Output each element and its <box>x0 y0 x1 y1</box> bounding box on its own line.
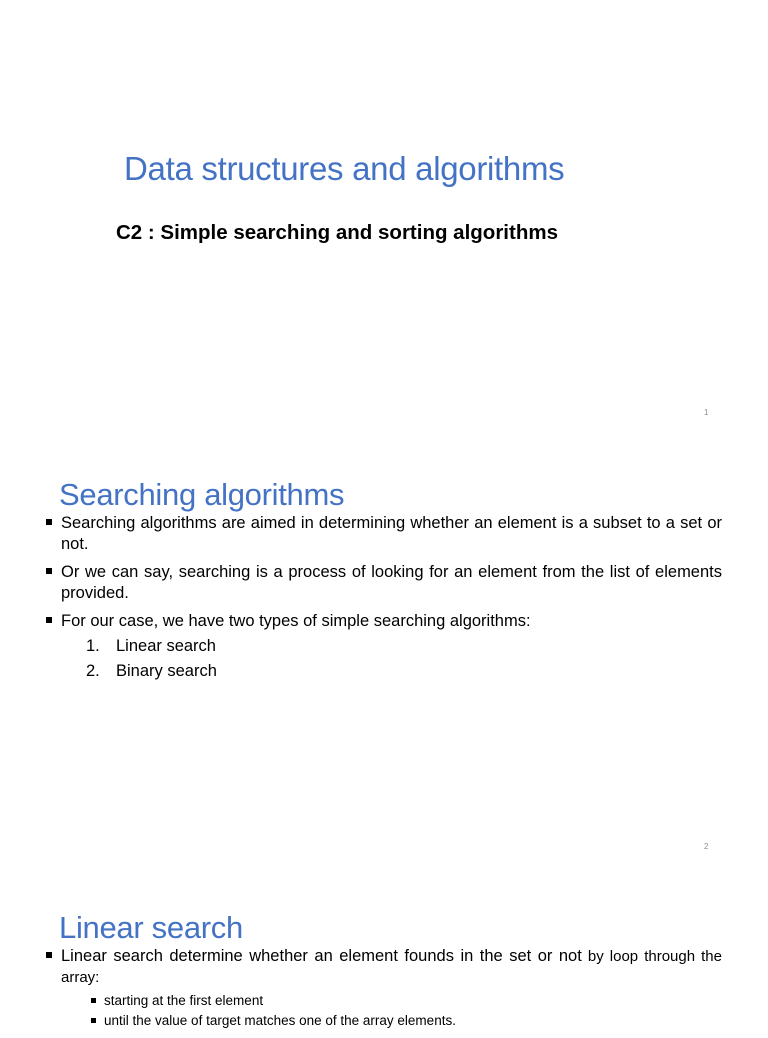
slide-3 <box>0 866 768 1028</box>
square-bullet-icon <box>46 568 52 574</box>
numbered-item <box>61 659 722 684</box>
bullet-list <box>46 513 722 691</box>
numbered-item <box>61 634 722 659</box>
bullet-item <box>46 946 722 1031</box>
bullet-text: Searching algorithms are aimed in determining whether an element is a subset to a set or not. <box>61 514 722 553</box>
sub-bullet-list <box>61 991 722 1031</box>
page-number: 2 <box>704 842 709 851</box>
square-bullet-icon <box>46 952 52 958</box>
bullet-text-tail: by loop through the array: <box>61 948 722 986</box>
bullet-text: Or we can say, searching is a process of looking for an element from the list of elements provided. <box>61 563 722 602</box>
page-number: 1 <box>704 408 709 417</box>
numbered-list <box>61 634 722 684</box>
item-text: Binary search <box>116 662 217 680</box>
square-bullet-icon <box>91 1018 96 1023</box>
slide-2 <box>0 433 768 866</box>
slide-title: Data structures and algorithms <box>124 150 565 187</box>
slide-1 <box>0 0 768 433</box>
slide-heading: Searching algorithms <box>59 477 345 512</box>
bullet-item <box>46 611 722 684</box>
slide-heading: Linear search <box>59 910 243 945</box>
square-bullet-icon <box>46 617 52 623</box>
item-text: Linear search <box>116 637 216 655</box>
sub-bullet-text: starting at the first element <box>104 993 264 1008</box>
item-number: 2. <box>86 662 100 680</box>
bullet-item <box>46 562 722 604</box>
bullet-list <box>46 946 722 1038</box>
bullet-text: Linear search determine whether an element founds in the set or not <box>61 947 582 965</box>
square-bullet-icon <box>46 519 52 525</box>
sub-bullet-item <box>61 991 722 1011</box>
item-number: 1. <box>86 637 100 655</box>
bullet-text: For our case, we have two types of simple searching algorithms: <box>61 612 531 630</box>
sub-bullet-text: until the value of target matches one of the array elements. <box>104 1013 456 1028</box>
bullet-item <box>46 513 722 555</box>
slide-subtitle: C2 : Simple searching and sorting algorithms <box>116 221 558 244</box>
square-bullet-icon <box>91 998 96 1003</box>
sub-bullet-item <box>61 1011 722 1031</box>
